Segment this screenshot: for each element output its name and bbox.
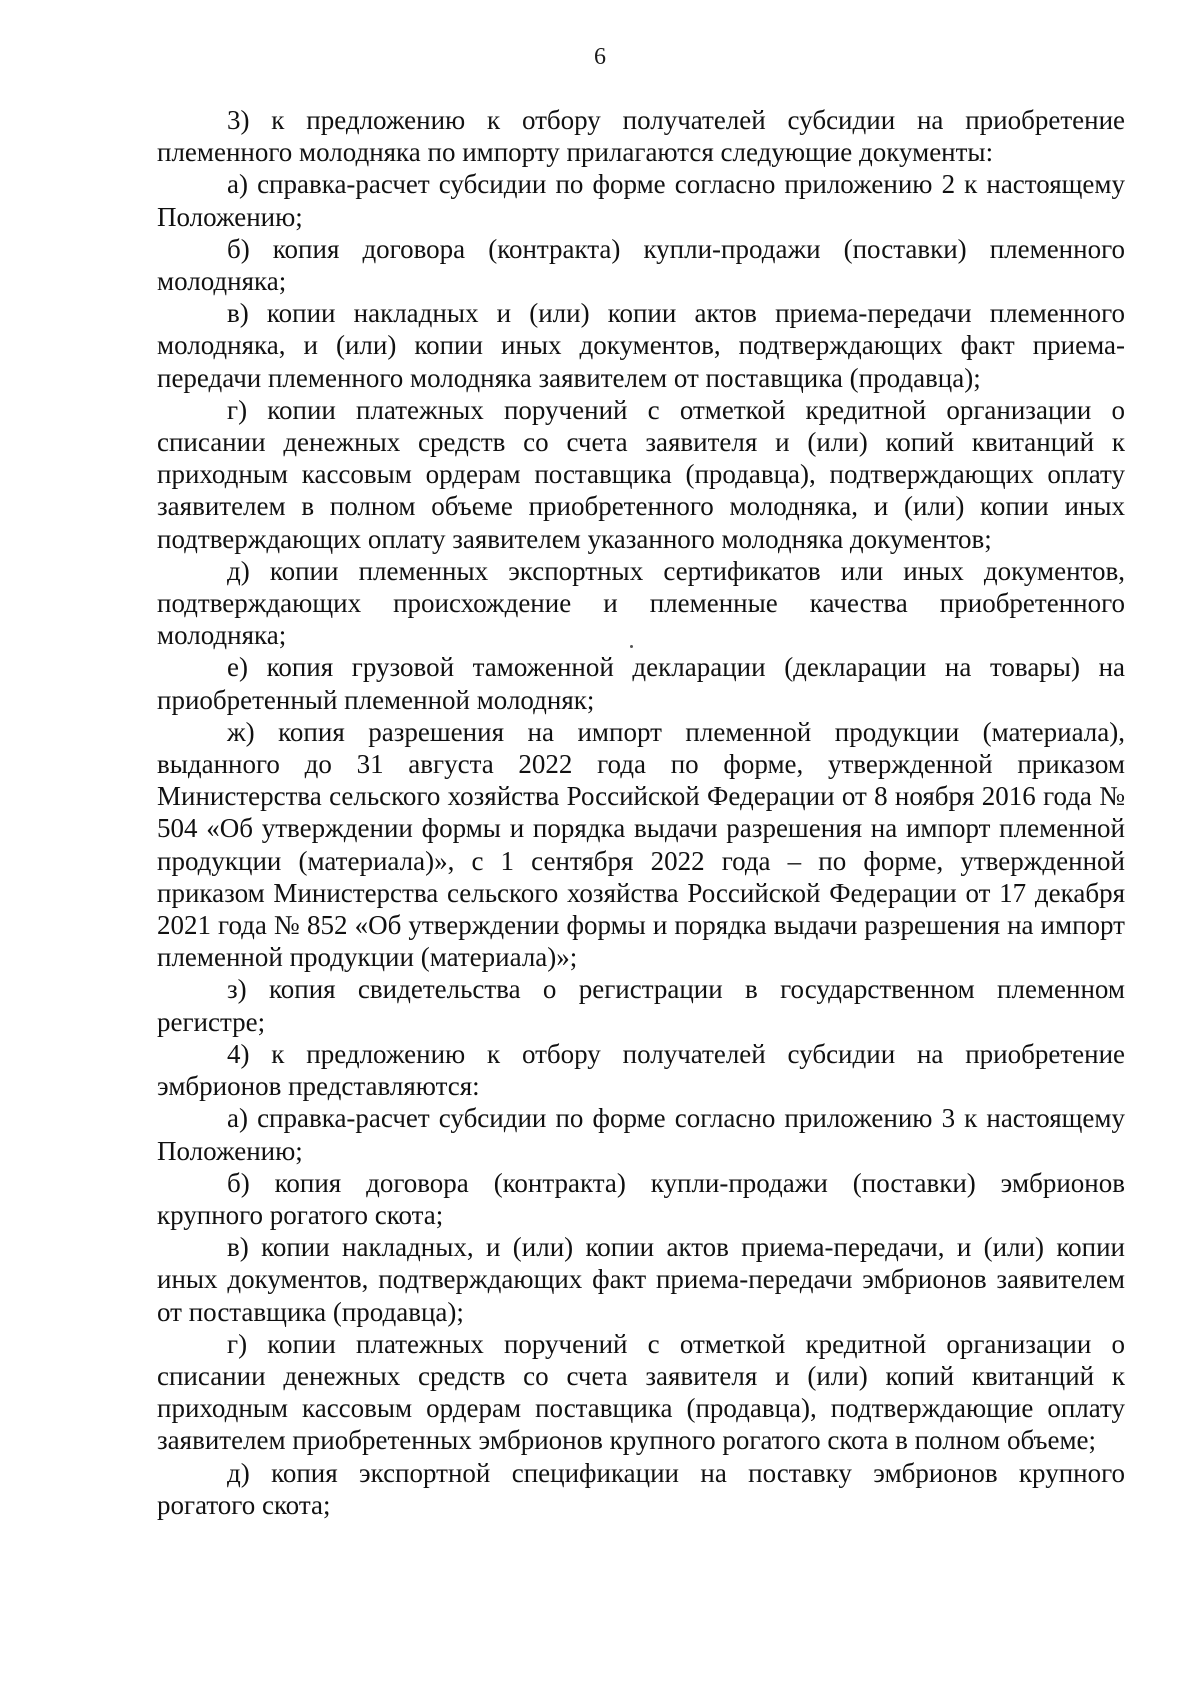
page-number: 6 xyxy=(594,44,606,70)
paragraph-4d: д) копия экспортной спецификации на поставку эмбрионов крупного рогатого скота; xyxy=(157,1457,1125,1520)
paragraph-3e: е) копия грузовой таможенной декларации (декларации на товары) на приобретенный племенной молодняк; xyxy=(157,652,1125,715)
paragraph-4v: в) копии накладных, и (или) копии актов приема-передачи, и (или) копии иных документов, подтверждающих факт приема-передачи эмбрионов заявителем от поставщика (продавца); xyxy=(157,1232,1125,1327)
paragraph-3b: б) копия договора (контракта) купли-продажи (поставки) племенного молодняка; xyxy=(157,233,1125,297)
document-body xyxy=(157,104,1125,1521)
paragraph-4a: а) справка-расчет субсидии по форме согласно приложению 3 к настоящему Положению; xyxy=(157,1103,1125,1166)
scan-speck xyxy=(630,645,633,648)
paragraph-3a: а) справка-расчет субсидии по форме согласно приложению 2 к настоящему Положению; xyxy=(157,169,1125,232)
paragraph-item-4: 4) к предложению к отбору получателей субсидии на приобретение эмбрионов представляются: xyxy=(157,1038,1125,1102)
paragraph-3g: г) копии платежных поручений с отметкой кредитной организации о списании денежных средств со счета заявителя и (или) копий квитанций к приходным кассовым ордерам поставщика (продавца), подтверждающих оплату заявителем в полном объеме приобретенного молодняка, и (или) копии иных подтверждающих оплату заявителем указанного молодняка документов; xyxy=(157,394,1125,554)
paragraph-3d: д) копии племенных экспортных сертификатов или иных документов, подтверждающих происхождение и племенные качества приобретенного молодняка; xyxy=(157,555,1125,651)
paragraph-3z: з) копия свидетельства о регистрации в государственном племенном регистре; xyxy=(157,974,1125,1037)
paragraph-4g: г) копии платежных поручений с отметкой кредитной организации о списании денежных средств со счета заявителя и (или) копий квитанций к приходным кассовым ордерам поставщика (продавца), подтверждающие оплату заявителем приобретенных эмбрионов крупного рогатого скота в полном объеме; xyxy=(157,1328,1125,1456)
paragraph-3v: в) копии накладных и (или) копии актов приема-передачи племенного молодняка, и (или) копии иных документов, подтверждающих факт приема-передачи племенного молодняка заявителем от поставщика (продавца); xyxy=(157,298,1125,393)
paragraph-item-3: 3) к предложению к отбору получателей субсидии на приобретение племенного молодняка по импорту прилагаются следующие документы: xyxy=(157,105,1125,168)
paragraph-4b: б) копия договора (контракта) купли-продажи (поставки) эмбрионов крупного рогатого скота; xyxy=(157,1167,1125,1230)
paragraph-3zh: ж) копия разрешения на импорт племенной продукции (материала), выданного до 31 августа 2022 года по форме, утвержденной приказом Министерства сельского хозяйства Российской Федерации от 8 ноября 2016 года № 504 «Об утверждении формы и порядка выдачи разрешения на импорт племенной продукции (материала)», с 1 сентября 2022 года – по форме, утвержденной приказом Министерства сельского хозяйства Российской Федерации от 17 декабря 2021 года № 852 «Об утверждении формы и порядка выдачи разрешения на импорт племенной продукции (материала)»; xyxy=(157,716,1125,973)
